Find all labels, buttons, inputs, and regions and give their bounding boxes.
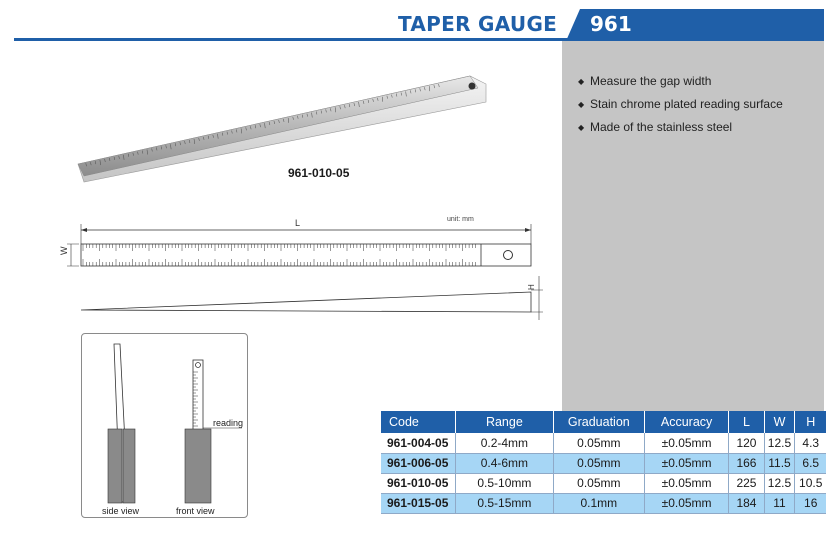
col-header-range: Range (455, 411, 553, 433)
cell-l: 120 (729, 433, 764, 453)
cell-code: 961-004-05 (381, 433, 455, 453)
diamond-bullet-icon: ◆ (578, 100, 585, 109)
dim-length-label: L (295, 218, 301, 228)
table-row (381, 493, 826, 513)
technical-drawing (55, 210, 555, 320)
diamond-bullet-icon: ◆ (578, 77, 585, 86)
col-header-h: H (795, 411, 826, 433)
cell-accuracy: ±0.05mm (644, 493, 729, 513)
feature-item: ◆ Made of the stainless steel (578, 116, 783, 139)
dim-height-label: H (527, 284, 536, 290)
dim-width-label: W (59, 246, 69, 255)
col-header-code: Code (381, 411, 455, 433)
cell-w: 11.5 (764, 453, 795, 473)
cell-graduation: 0.1mm (553, 493, 644, 513)
feature-list (578, 70, 783, 139)
cell-h: 4.3 (795, 433, 826, 453)
table-header-row (381, 411, 826, 433)
cell-range: 0.5-10mm (455, 473, 553, 493)
feature-item: ◆ Stain chrome plated reading surface (578, 93, 783, 116)
side-view-label: side view (102, 506, 140, 516)
cell-graduation: 0.05mm (553, 433, 644, 453)
feature-item: ◆ Measure the gap width (578, 70, 783, 93)
cell-w: 12.5 (764, 433, 795, 453)
reading-label: reading (213, 418, 244, 428)
cell-accuracy: ±0.05mm (644, 433, 729, 453)
cell-code: 961-015-05 (381, 493, 455, 513)
cell-graduation: 0.05mm (553, 473, 644, 493)
col-header-l: L (729, 411, 764, 433)
cell-graduation: 0.05mm (553, 453, 644, 473)
col-header-w: W (764, 411, 795, 433)
page-title: TAPER GAUGE (398, 12, 558, 36)
cell-h: 16 (795, 493, 826, 513)
cell-range: 0.5-15mm (455, 493, 553, 513)
spec-table (381, 411, 826, 514)
usage-views-box (81, 333, 248, 518)
cell-range: 0.2-4mm (455, 433, 553, 453)
unit-note: unit: mm (447, 216, 474, 223)
cell-accuracy: ±0.05mm (644, 473, 729, 493)
col-header-graduation: Graduation (553, 411, 644, 433)
cell-code: 961-010-05 (381, 473, 455, 493)
photo-caption: 961-010-05 (288, 166, 350, 180)
cell-w: 11 (764, 493, 795, 513)
cell-range: 0.4-6mm (455, 453, 553, 473)
table-row (381, 433, 826, 453)
diamond-bullet-icon: ◆ (578, 123, 585, 132)
cell-l: 184 (729, 493, 764, 513)
cell-w: 12.5 (764, 473, 795, 493)
front-view-label: front view (176, 506, 215, 516)
cell-h: 10.5 (795, 473, 826, 493)
cell-accuracy: ±0.05mm (644, 453, 729, 473)
table-row (381, 453, 826, 473)
table-row (381, 473, 826, 493)
cell-l: 225 (729, 473, 764, 493)
taper-gauge-photo (74, 62, 494, 192)
model-number: 961 (590, 12, 632, 36)
cell-h: 6.5 (795, 453, 826, 473)
cell-l: 166 (729, 453, 764, 473)
col-header-accuracy: Accuracy (644, 411, 729, 433)
cell-code: 961-006-05 (381, 453, 455, 473)
